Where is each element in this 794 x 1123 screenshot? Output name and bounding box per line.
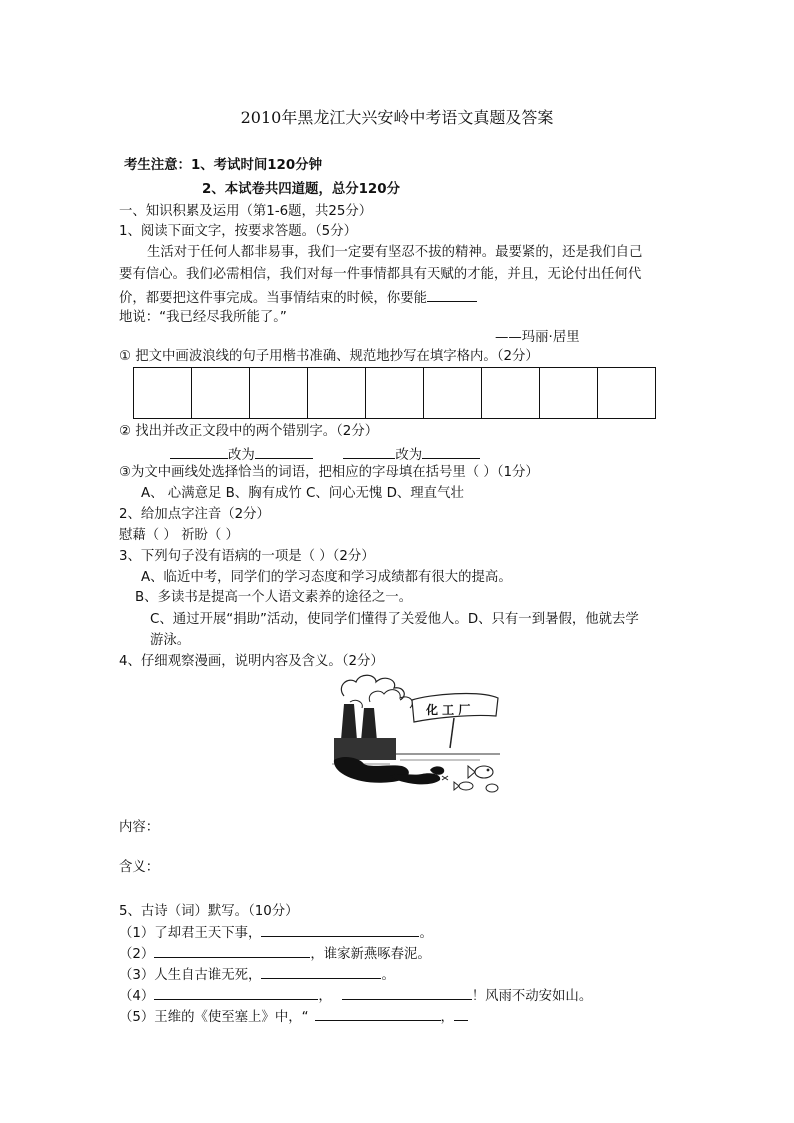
poem-line-3-text: （3）人生自古谁无死， xyxy=(119,968,262,983)
poem-line-4-end: ！风雨不动安如山。 xyxy=(471,989,593,1004)
poem-line-1-text: （1）了却君王天下事， xyxy=(119,926,262,941)
wrong-char-blank-1[interactable] xyxy=(170,444,228,459)
poem-line-2-end: ，谁家新燕啄春泥。 xyxy=(310,947,431,962)
poem-line-5-text: （5）王维的《使至塞上》中，“ xyxy=(119,1010,309,1025)
q3-prompt: 3、下列句子没有语病的一项是（ ）（2分） xyxy=(119,549,375,564)
grid-cell[interactable] xyxy=(482,368,540,419)
q3-option-c: C、通过开展“捐助”活动，使同学们懂得了关爱他人。D、只有一到暑假，他就去学 xyxy=(150,612,639,627)
grid-cell[interactable] xyxy=(192,368,250,419)
q1-passage-line-2: 要有信心。我们必需相信，我们对每一件事情都具有天赋的才能，并且，无论付出任何代 xyxy=(119,267,642,282)
q5-prompt: 5、古诗（词）默写。（10分） xyxy=(119,904,299,919)
q1-passage-line-3-text: 价，都要把这件事完成。当事情结束的时候，你要能 xyxy=(119,291,427,306)
q1-options: A、 心满意足 B、胸有成竹 C、问心无愧 D、理直气壮 xyxy=(141,486,464,501)
poem-blank-3[interactable] xyxy=(261,964,381,979)
q4-content-label: 内容： xyxy=(119,820,160,835)
q1-passage-line-4: 地说：“我已经尽我所能了。” xyxy=(119,310,287,325)
q1-prompt: 1、阅读下面文字，按要求答题。（5分） xyxy=(119,224,357,239)
passage-blank[interactable] xyxy=(427,287,477,302)
correct-char-blank-1[interactable] xyxy=(255,444,313,459)
q2-prompt: 2、给加点字注音（2分） xyxy=(119,507,270,522)
page-title: 2010年黑龙江大兴安岭中考语文真题及答案 xyxy=(240,108,554,127)
q1-passage-line-3 xyxy=(119,287,477,309)
q4-prompt: 4、仔细观察漫画，说明内容及含义。（2分） xyxy=(119,654,384,669)
poem-line-1-end: 。 xyxy=(419,926,433,941)
q1-sub1: ① 把文中画波浪线的句子用楷书准确、规范地抄写在填字格内。（2分） xyxy=(119,349,539,364)
q1-sub3: ③为文中画线处选择恰当的词语，把相应的字母填在括号里（ ）（1分） xyxy=(119,465,539,480)
q3-option-c-cont: 游泳。 xyxy=(150,633,191,648)
attribution: ——玛丽·居里 xyxy=(495,330,580,345)
grid-cell[interactable] xyxy=(424,368,482,419)
q1-sub2: ② 找出并改正文段中的两个错别字。（2分） xyxy=(119,424,379,439)
grid-cell[interactable] xyxy=(134,368,192,419)
q4-meaning-label: 含义： xyxy=(119,860,160,875)
character-grid xyxy=(133,367,656,419)
correct-char-blank-2[interactable] xyxy=(422,444,480,459)
poem-blank-5a[interactable] xyxy=(315,1006,441,1021)
grid-cell[interactable] xyxy=(308,368,366,419)
grid-cell[interactable] xyxy=(598,368,656,419)
q3-option-b: B、多读书是提高一个人语文素养的途径之一。 xyxy=(135,590,412,605)
poem-line-4 xyxy=(119,985,592,1007)
poem-line-5-mid: ， xyxy=(440,1010,454,1025)
q2-items: 慰藉（ ） 祈盼（ ） xyxy=(119,528,239,543)
wrong-char-blank-2[interactable] xyxy=(343,444,395,459)
poem-line-3 xyxy=(119,964,395,986)
poem-line-2 xyxy=(119,943,431,965)
section-heading: 一、知识积累及运用（第1-6题，共25分） xyxy=(119,204,373,219)
grid-cell[interactable] xyxy=(366,368,424,419)
q1-passage-line-1: 生活对于任何人都非易事，我们一定要有坚忍不拔的精神。最要紧的，还是我们自己 xyxy=(147,245,643,260)
poem-blank-4a[interactable] xyxy=(154,985,318,1000)
poem-line-4-text: （4） xyxy=(119,989,155,1004)
fix-label-2: 改为 xyxy=(395,448,423,463)
factory-sign-text: 化 工 厂 xyxy=(426,703,471,717)
poem-line-2-text: （2） xyxy=(119,947,155,962)
grid-cell[interactable] xyxy=(250,368,308,419)
poem-blank-2[interactable] xyxy=(154,943,310,958)
poem-blank-4b[interactable] xyxy=(342,985,472,1000)
poem-line-3-end: 。 xyxy=(381,968,395,983)
fix-label-1: 改为 xyxy=(228,448,255,463)
poem-line-4-mid: ， xyxy=(318,989,332,1004)
poem-blank-1[interactable] xyxy=(261,922,419,937)
poem-line-1 xyxy=(119,922,433,944)
notice-line-2: 2、本试卷共四道题，总分120分 xyxy=(202,182,400,197)
q3-option-a: A、临近中考，同学们的学习态度和学习成绩都有很大的提高。 xyxy=(141,570,512,585)
poem-line-5 xyxy=(119,1006,468,1028)
chemical-factory-cartoon xyxy=(330,668,502,800)
notice-line-1: 考生注意：1、考试时间120分钟 xyxy=(124,158,322,173)
grid-cell[interactable] xyxy=(540,368,598,419)
poem-blank-5b[interactable] xyxy=(454,1006,468,1021)
